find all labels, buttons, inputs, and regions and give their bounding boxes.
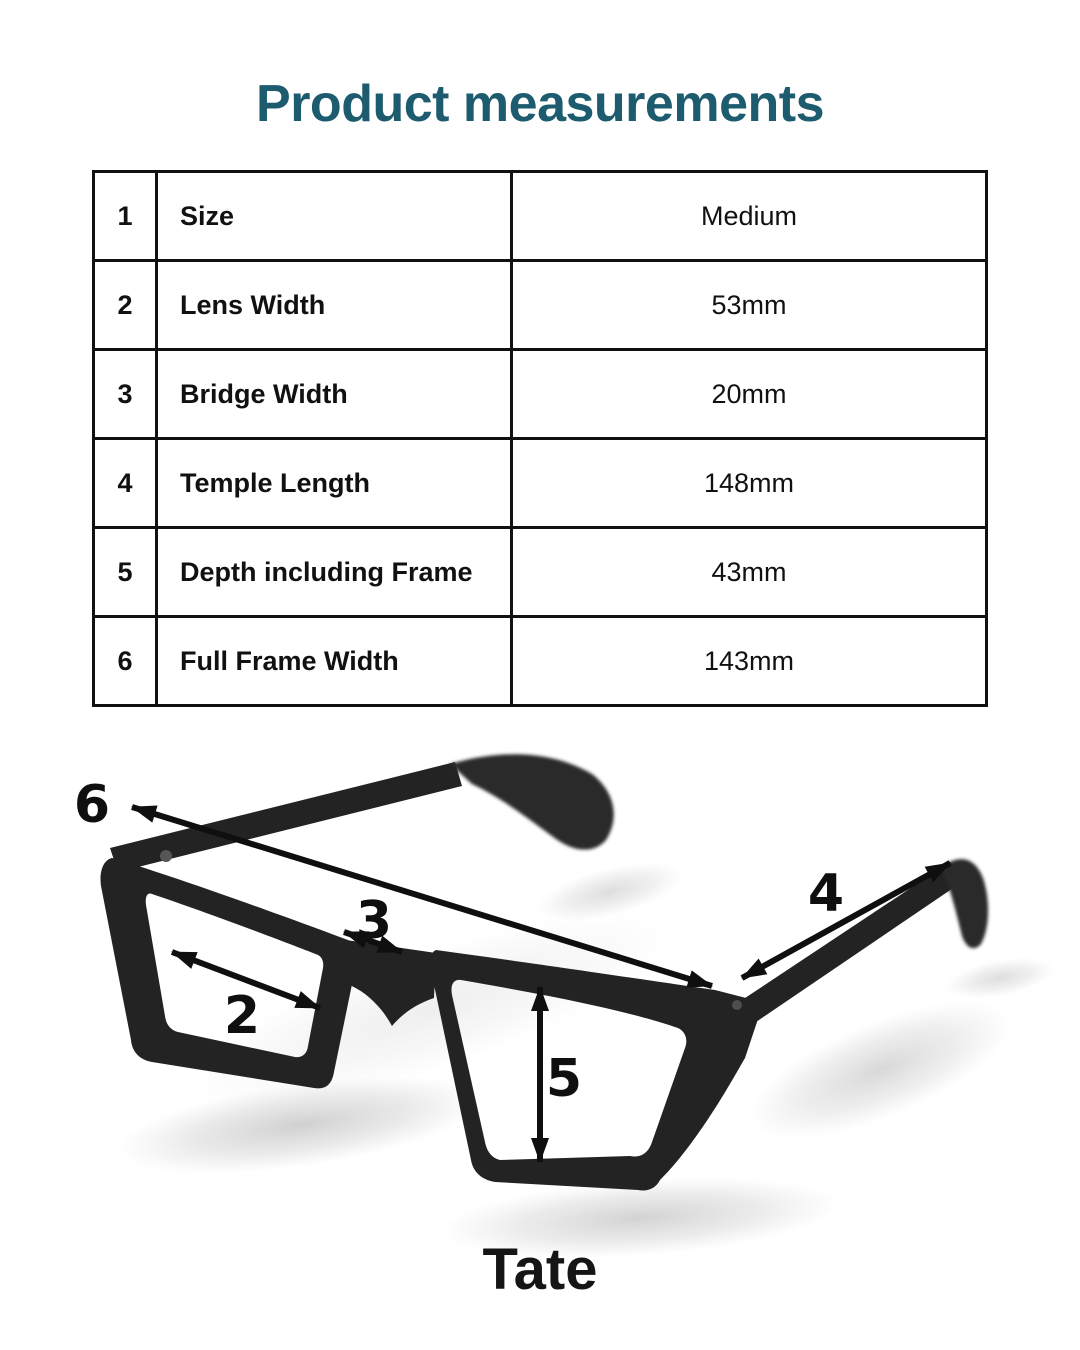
row-value-cell: 43mm [512, 528, 987, 617]
row-value-cell: 143mm [512, 617, 987, 706]
row-label-cell: Temple Length [157, 439, 512, 528]
table-row [94, 172, 987, 261]
row-label-cell: Full Frame Width [157, 617, 512, 706]
row-value-cell: 148mm [512, 439, 987, 528]
row-value-cell: Medium [512, 172, 987, 261]
left-temple-tip [450, 754, 614, 849]
marker-6-full-frame-width: 6 [73, 775, 111, 835]
row-number-cell: 1 [94, 172, 157, 261]
row-number-cell: 4 [94, 439, 157, 528]
row-number-cell: 6 [94, 617, 157, 706]
table-row [94, 439, 987, 528]
row-number-cell: 2 [94, 261, 157, 350]
table-row [94, 261, 987, 350]
marker-2-lens-width: 2 [223, 986, 261, 1046]
measurements-table [92, 170, 988, 707]
left-hinge-screw-icon [160, 850, 172, 862]
row-label-cell: Depth including Frame [157, 528, 512, 617]
row-value-cell: 53mm [512, 261, 987, 350]
page-title: Product measurements [256, 75, 824, 133]
marker-4-temple-length: 4 [807, 864, 845, 924]
right-hinge-screw-icon [732, 1000, 742, 1010]
row-number-cell: 5 [94, 528, 157, 617]
glasses-diagram [0, 740, 1080, 1260]
marker-5-depth: 5 [545, 1049, 583, 1109]
marker-3-bridge-width: 3 [355, 891, 393, 951]
table-row [94, 350, 987, 439]
table-row [94, 528, 987, 617]
row-label-cell: Bridge Width [157, 350, 512, 439]
right-temple [742, 862, 968, 1022]
row-label-cell: Lens Width [157, 261, 512, 350]
row-value-cell: 20mm [512, 350, 987, 439]
table-row [94, 617, 987, 706]
row-label-cell: Size [157, 172, 512, 261]
product-name: Tate [482, 1237, 598, 1302]
row-number-cell: 3 [94, 350, 157, 439]
right-temple-tip [942, 859, 988, 948]
